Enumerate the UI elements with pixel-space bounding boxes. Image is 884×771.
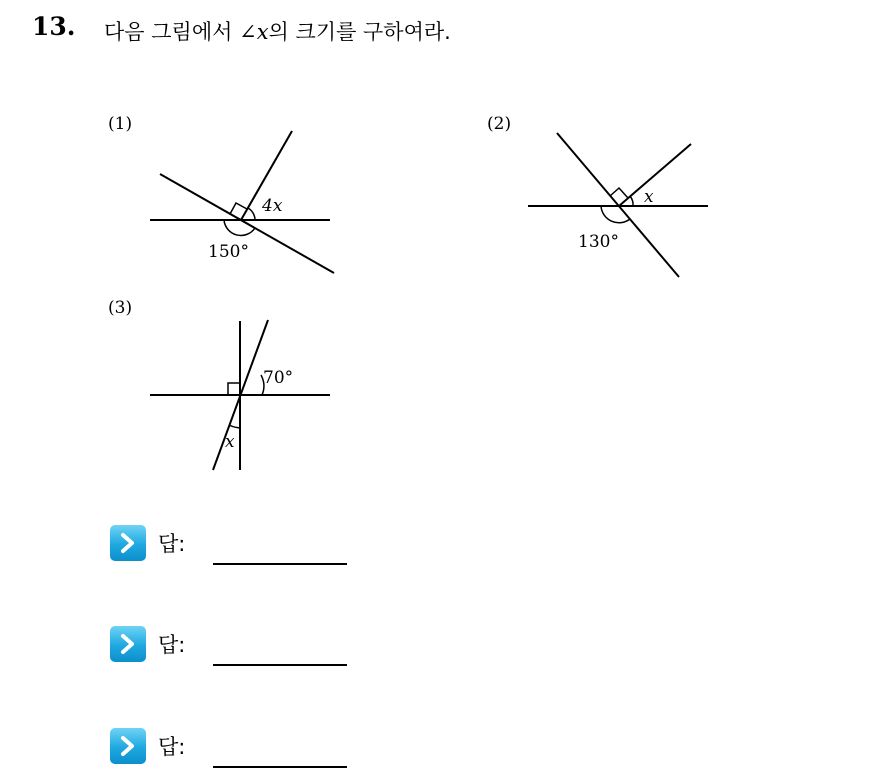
figure-1-angle-value: 150° — [208, 242, 249, 262]
answer-label: 답: — [158, 633, 186, 657]
answer-input[interactable] — [213, 766, 347, 768]
answer-label: 답: — [158, 735, 186, 759]
figure-1-angle-label: 4x — [262, 196, 283, 216]
figure-3-angle-label: x — [225, 432, 235, 452]
chevron-right-icon — [110, 525, 146, 561]
chevron-right-icon — [110, 626, 146, 662]
answer-label: 답: — [158, 532, 186, 556]
figure-1-label: (1) — [108, 114, 133, 134]
question-text-after: 의 크기를 구하여라. — [268, 20, 451, 44]
question-text-before: 다음 그림에서 — [104, 20, 240, 44]
figure-3-label: (3) — [108, 298, 133, 318]
angle-variable: x — [256, 20, 269, 44]
figure-2-label: (2) — [487, 114, 512, 134]
chevron-right-icon — [110, 728, 146, 764]
figure-3-right-angle-mark — [228, 383, 240, 395]
figure-3-arc-x — [229, 425, 240, 428]
figure-2-angle-value: 130° — [578, 232, 619, 252]
figure-3-angle-value: 70° — [263, 368, 294, 388]
question-number: 13. — [32, 12, 76, 41]
answer-input[interactable] — [213, 664, 347, 666]
angle-symbol: ∠ — [239, 20, 257, 44]
figure-2-angle-label: x — [644, 187, 654, 207]
answer-input[interactable] — [213, 563, 347, 565]
